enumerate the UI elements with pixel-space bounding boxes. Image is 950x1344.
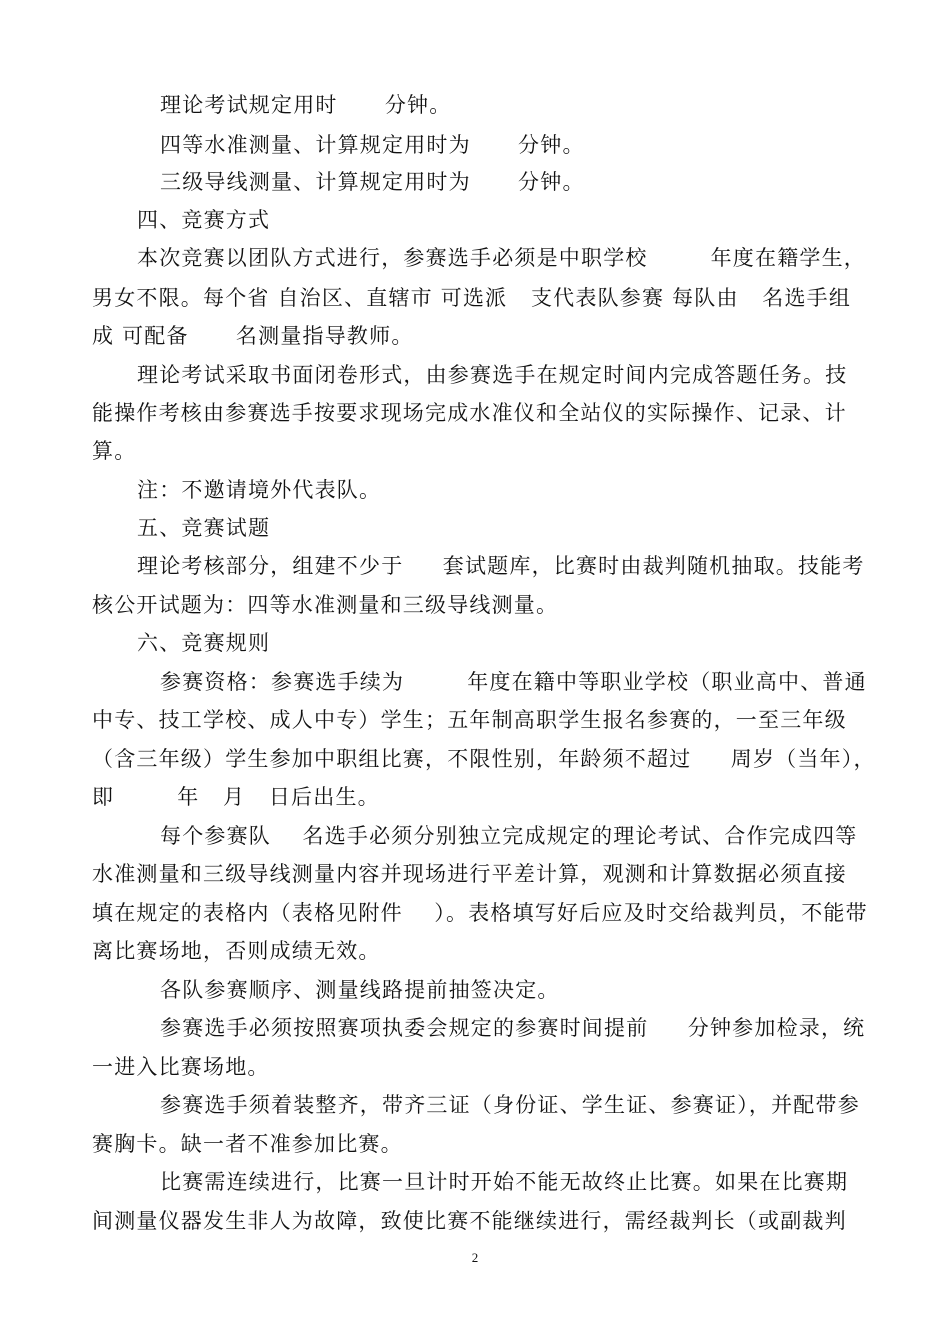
text-line: 男女不限。每个省 自治区、直辖市 可选派 支代表队参赛 每队由 名选手组 <box>92 286 852 310</box>
section-heading: 六、竞赛规则 <box>137 631 271 655</box>
text-line: 一进入比赛场地。 <box>92 1055 270 1079</box>
text-line: 间测量仪器发生非人为故障，致使比赛不能继续进行，需经裁判长（或副裁判 <box>92 1209 847 1233</box>
section-heading: 五、竞赛试题 <box>137 516 271 540</box>
text-line: 成 可配备 名测量指导教师。 <box>92 324 414 348</box>
text-line: 理论考试采取书面闭卷形式，由参赛选手在规定时间内完成答题任务。技 <box>137 363 848 387</box>
text-line: 各队参赛顺序、测量线路提前抽签决定。 <box>160 978 560 1002</box>
text-line: 水准测量和三级导线测量内容并现场进行平差计算，观测和计算数据必须直接 <box>92 862 847 886</box>
text-line: 比赛需连续进行，比赛一旦计时开始不能无故终止比赛。如果在比赛期 <box>160 1170 849 1194</box>
text-line: 参赛选手须着装整齐，带齐三证（身份证、学生证、参赛证），并配带参 <box>160 1093 860 1117</box>
text-line: 中专、技工学校、成人中专）学生；五年制高职学生报名参赛的，一至三年级 <box>92 708 847 732</box>
text-line: （含三年级）学生参加中职组比赛，不限性别，年龄须不超过 周岁（当年）， <box>92 747 876 771</box>
note-line: 注：不邀请境外代表队。 <box>137 478 382 502</box>
text-line: 即 年 月 日后出生。 <box>92 785 380 809</box>
page-number: 2 <box>471 1250 479 1265</box>
text-line: 算。 <box>92 439 137 463</box>
text-line: 理论考试规定用时 分钟。 <box>160 93 452 117</box>
text-line: 四等水准测量、计算规定用时为 分钟。 <box>160 133 585 157</box>
text-line: 本次竞赛以团队方式进行，参赛选手必须是中职学校 年度在籍学生， <box>137 246 866 270</box>
text-line: 三级导线测量、计算规定用时为 分钟。 <box>160 170 585 194</box>
text-line: 填在规定的表格内（表格见附件 ）。表格填写好后应及时交给裁判员，不能带 <box>92 901 868 925</box>
text-line: 能操作考核由参赛选手按要求现场完成水准仪和全站仪的实际操作、记录、计 <box>92 401 847 425</box>
text-line: 理论考核部分，组建不少于 套试题库，比赛时由裁判随机抽取。技能考 <box>137 554 865 578</box>
text-line: 离比赛场地，否则成绩无效。 <box>92 939 381 963</box>
text-line: 赛胸卡。缺一者不准参加比赛。 <box>92 1132 403 1156</box>
text-line: 核公开试题为：四等水准测量和三级导线测量。 <box>92 593 559 617</box>
text-line: 每个参赛队 名选手必须分别独立完成规定的理论考试、合作完成四等 <box>160 824 858 848</box>
section-heading: 四、竞赛方式 <box>137 208 271 232</box>
text-line: 参赛选手必须按照赛项执委会规定的参赛时间提前 分钟参加检录，统 <box>160 1016 866 1040</box>
text-line: 参赛资格：参赛选手续为 年度在籍中等职业学校（职业高中、普通 <box>160 670 867 694</box>
